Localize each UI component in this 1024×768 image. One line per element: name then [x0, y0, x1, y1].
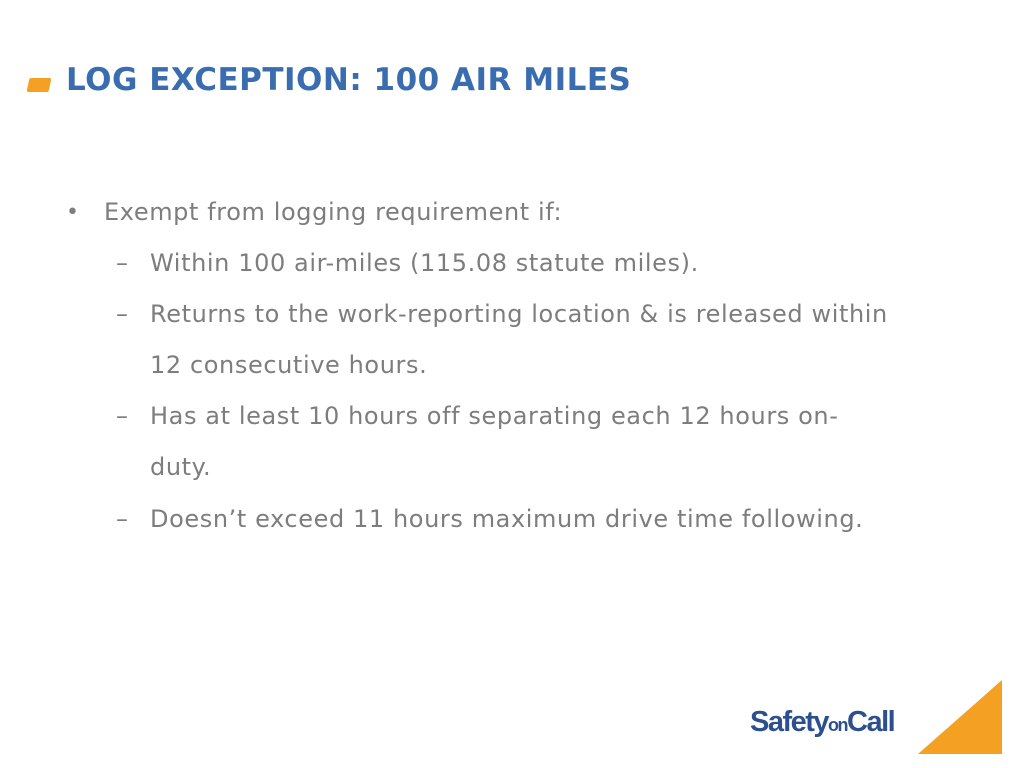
logo-part-call: Call — [847, 706, 895, 738]
sub-bullet-dash-icon: – — [116, 402, 128, 430]
corner-triangle-icon — [918, 680, 1004, 756]
sub-bullet-text: Within 100 air-miles (115.08 statute miles). — [150, 249, 699, 277]
sub-bullet-dash-icon: – — [116, 249, 128, 277]
sub-bullet-text-continuation: duty. — [150, 453, 212, 481]
sub-bullet-dash-icon: – — [116, 300, 128, 328]
bullet-text: Exempt from logging requirement if: — [104, 198, 563, 226]
logo-part-safety: Safety — [750, 706, 829, 738]
sub-bullet-dash-icon: – — [116, 505, 128, 533]
safety-on-call-logo — [750, 706, 894, 739]
sub-bullet-text-continuation: 12 consecutive hours. — [150, 351, 428, 379]
logo-part-on: on — [828, 715, 848, 735]
sub-bullet-text: Has at least 10 hours off separating each 12 hours on- — [150, 402, 839, 430]
slide-title: LOG EXCEPTION: 100 AIR MILES — [66, 62, 632, 98]
sub-bullet-text: Returns to the work-reporting location & is released within — [150, 300, 888, 328]
sub-bullet-text: Doesn’t exceed 11 hours maximum drive time following. — [150, 505, 864, 533]
bullet-dot-icon: • — [66, 200, 79, 225]
